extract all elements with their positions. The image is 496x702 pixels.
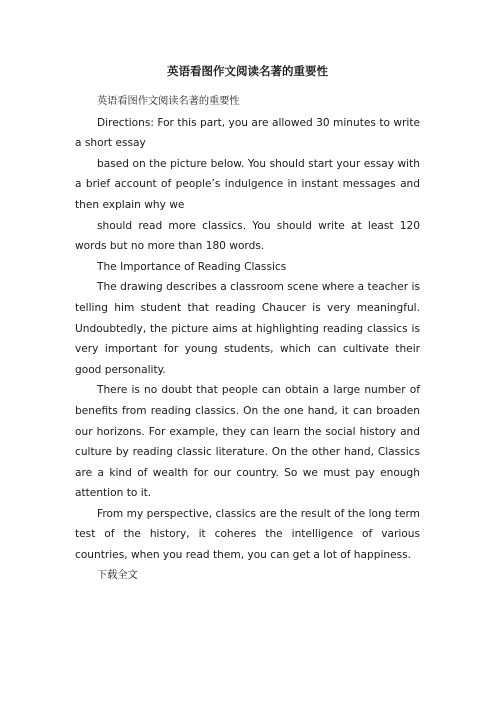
document-page [75,62,420,586]
document-title: 英语看图作文阅读名著的重要性 [167,64,328,78]
paragraph-word-limit: should read more classics. You should write at least 120 words but no more than 180 words. [75,219,420,253]
paragraph-directions-continued: based on the picture below. You should start your essay with a brief account of people’s indulgence in instant messages and then explain why we [75,157,420,211]
essay-paragraph-1: The drawing describes a classroom scene where a teacher is telling him student that reading Chaucer is very meaningful. Undoubtedly, the picture aims at highlighting reading classics is very important for young students, which can cultivate their good personality. [75,281,420,376]
download-full-text-link[interactable]: 下载全文 [97,569,138,581]
essay-paragraph-2: There is no doubt that people can obtain a large number of benefits from reading classics. On the one hand, it can broaden our horizons. For example, they can learn the social history and culture by reading classic literature. On the other hand, Classics are a kind of wealth for our country. So we must pay enough attention to it. [75,384,420,500]
essay-heading: The Importance of Reading Classics [97,260,287,273]
essay-paragraph-3: From my perspective, classics are the result of the long term test of the history, it coheres the intelligence of various countries, when you read them, you can get a lot of happiness. [75,507,420,562]
paragraph-directions: Directions: For this part, you are allowed 30 minutes to write a short essay [75,116,420,150]
document-subtitle: 英语看图作文阅读名著的重要性 [97,96,240,107]
